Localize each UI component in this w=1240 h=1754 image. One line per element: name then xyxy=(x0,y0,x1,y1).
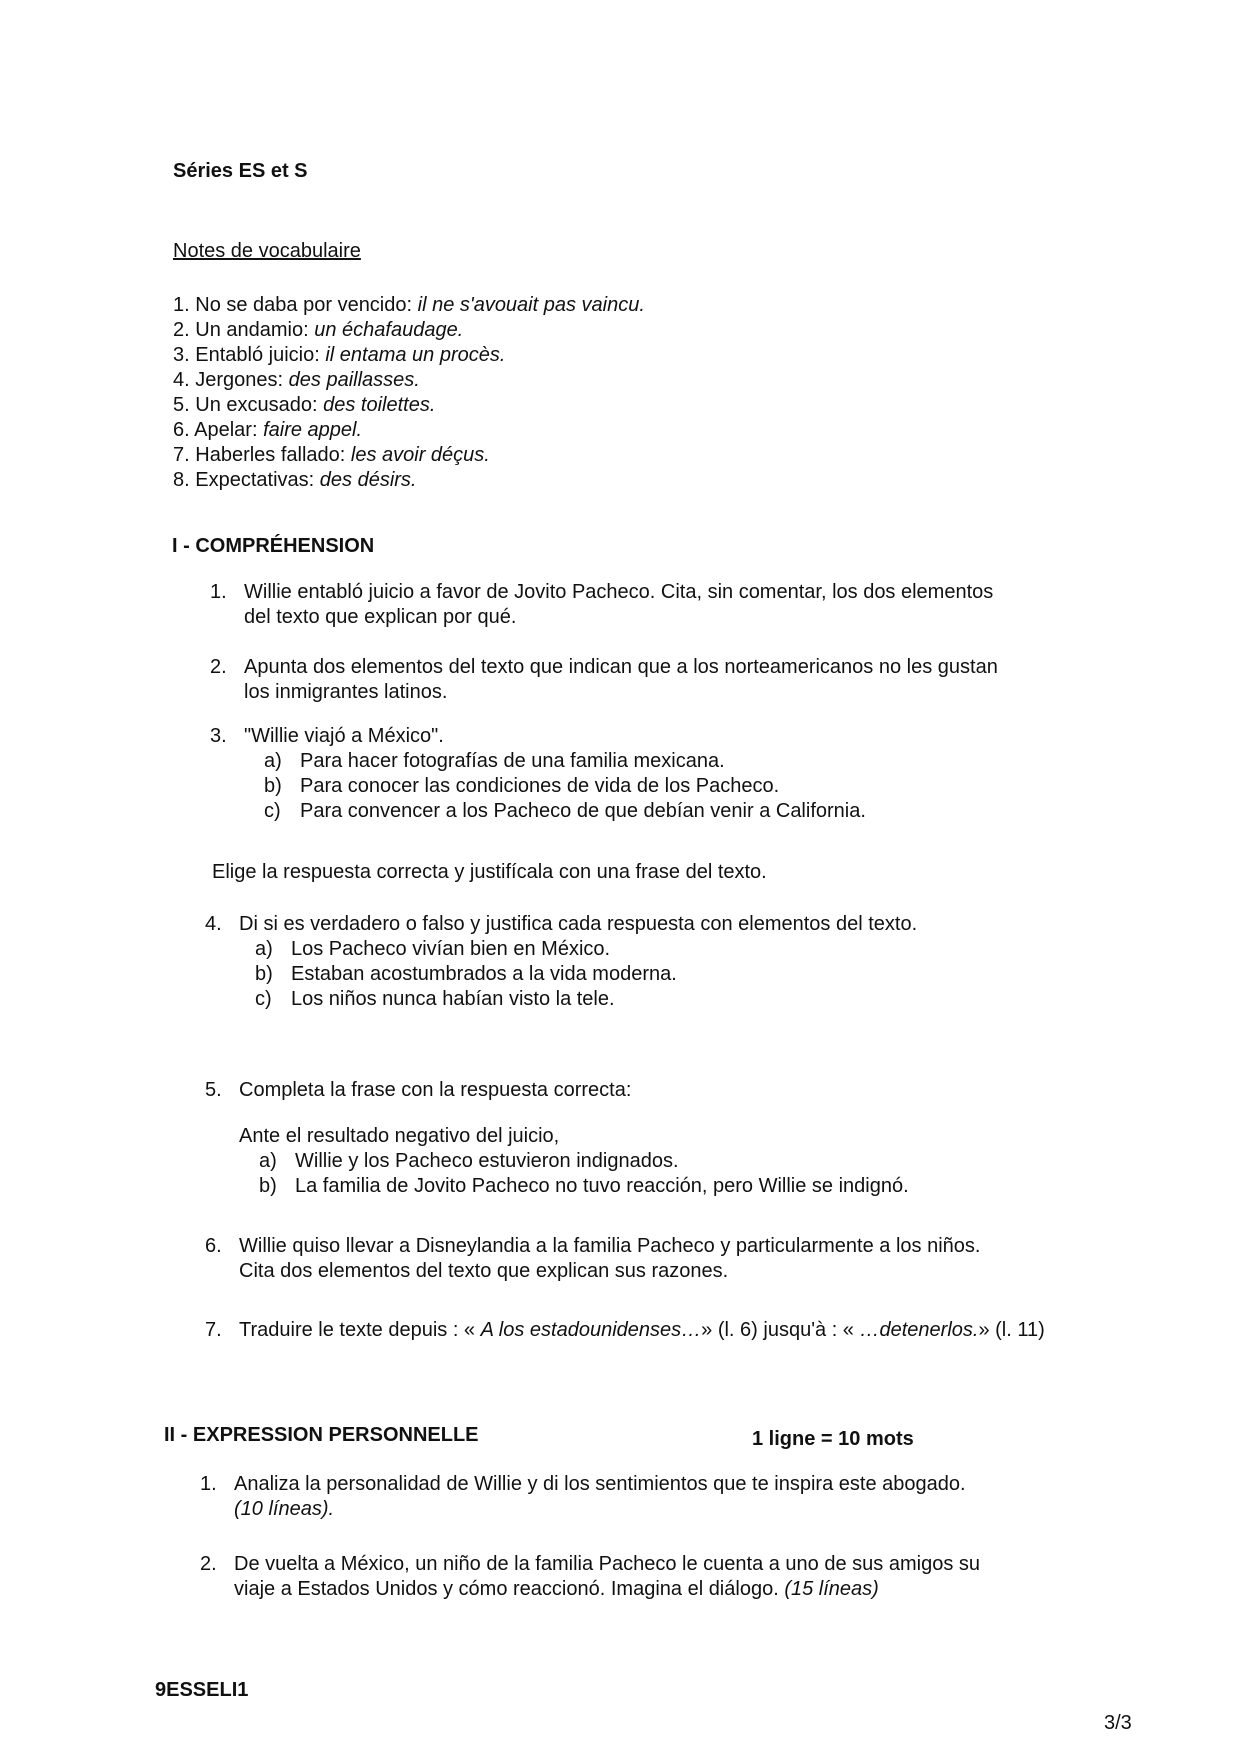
option: c) Para convencer a los Pacheco de que debían venir a California. xyxy=(264,800,866,822)
vocab-item: 3. Entabló juicio: il entama un procès. xyxy=(173,344,506,366)
series-label: Séries ES et S xyxy=(173,160,308,182)
comprehension-heading: I - COMPRÉHENSION xyxy=(172,535,375,557)
question-4: 4. Di si es verdadero o falso y justifica cada respuesta con elementos del texto. a) Los Pacheco vivían bien en México. b) Estaban acostumbrados a la vida moderna. c) Los niños nunca habían visto la tele. xyxy=(205,913,918,1010)
expression-question-2: 2. De vuelta a México, un niño de la familia Pacheco le cuenta a uno de sus amigos su viaje a Estados Unidos y cómo reaccionó. Imagina el diálogo. (15 líneas) xyxy=(200,1553,980,1600)
vocab-title: Notes de vocabulaire xyxy=(173,240,361,262)
option: b) La familia de Jovito Pacheco no tuvo reacción, pero Willie se indignó. xyxy=(259,1175,909,1197)
vocab-item: 4. Jergones: des paillasses. xyxy=(173,369,420,391)
vocab-item: 5. Un excusado: des toilettes. xyxy=(173,394,436,416)
vocab-item: 8. Expectativas: des désirs. xyxy=(173,469,417,491)
option: b) Estaban acostumbrados a la vida moderna. xyxy=(255,963,677,985)
option: a) Para hacer fotografías de una familia mexicana. xyxy=(264,750,725,772)
option: a) Los Pacheco vivían bien en México. xyxy=(255,938,611,960)
option: b) Para conocer las condiciones de vida de los Pacheco. xyxy=(264,775,780,797)
vocab-list xyxy=(173,293,645,493)
option: a) Willie y los Pacheco estuvieron indignados. xyxy=(259,1150,679,1172)
expression-question-1: 1. Analiza la personalidad de Willie y di los sentimientos que te inspira este abogado. (10 líneas). xyxy=(200,1473,966,1520)
expression-heading: II - EXPRESSION PERSONNELLE xyxy=(164,1424,479,1446)
page-number: 3/3 xyxy=(1104,1712,1132,1734)
question-5: 5. Completa la frase con la respuesta correcta: xyxy=(205,1079,632,1101)
question-1: 1. Willie entabló juicio a favor de Jovito Pacheco. Cita, sin comentar, los dos elementos del texto que explican por qué. xyxy=(210,581,994,628)
question-5-stem: Ante el resultado negativo del juicio, a) Willie y los Pacheco estuvieron indignados. b) La familia de Jovito Pacheco no tuvo reacción, pero Willie se indignó. xyxy=(239,1125,909,1197)
question-3: 3. "Willie viajó a México". a) Para hacer fotografías de una familia mexicana. b) Para conocer las condiciones de vida de los Pacheco. c) Para convencer a los Pacheco de que debían venir a California. xyxy=(210,725,866,822)
vocab-item: 6. Apelar: faire appel. xyxy=(173,419,363,441)
vocab-item: 2. Un andamio: un échafaudage. xyxy=(173,319,464,341)
question-3-instruction: Elige la respuesta correcta y justifícala con una frase del texto. xyxy=(212,861,767,883)
option: c) Los niños nunca habían visto la tele. xyxy=(255,988,615,1010)
question-7: 7. Traduire le texte depuis : « A los estadounidenses…» (l. 6) jusqu'à : « …detenerlos.» (l. 11) xyxy=(205,1319,1045,1341)
question-2: 2. Apunta dos elementos del texto que indican que a los norteamericanos no les gustan los inmigrantes latinos. xyxy=(210,656,998,703)
vocab-item: 1. No se daba por vencido: il ne s'avouait pas vaincu. xyxy=(173,294,645,316)
exam-code: 9ESSELI1 xyxy=(155,1679,249,1701)
question-6: 6. Willie quiso llevar a Disneylandia a la familia Pacheco y particularmente a los niños. Cita dos elementos del texto que explican sus razones. xyxy=(205,1235,981,1282)
vocab-item: 7. Haberles fallado: les avoir déçus. xyxy=(173,444,490,466)
line-rule: 1 ligne = 10 mots xyxy=(752,1428,914,1450)
